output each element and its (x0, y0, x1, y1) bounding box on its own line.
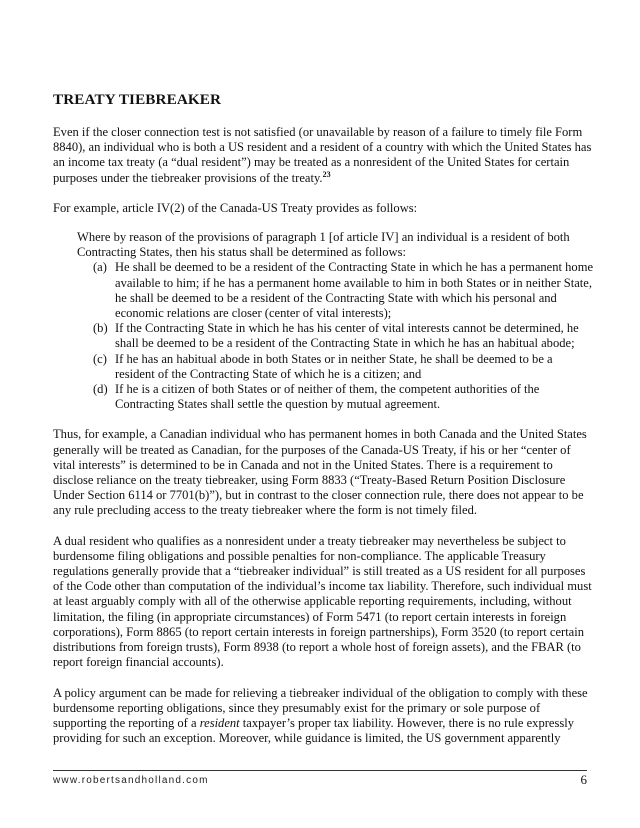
treaty-rule-text: If he has an habitual abode in both States or in neither State, he shall be deemed to be a resident of the Contracting State of which he is a citizen; and (115, 351, 553, 381)
paragraph-dual-resident: A dual resident who qualifies as a nonresident under a treaty tiebreaker may nevertheless be subject to burdensome filing obligations and possible penalties for non-compliance. The applicable Treasury regulations generally provide that a “tiebreaker individual” is still treated as a US resident for all purposes of the Code other than computation of the individual’s income tax liability. Therefore, such individual must at least arguably comply with all of the otherwise applicable reporting requirements, including, without limitation, the filing (in appropriate circumstances) of Form 5471 (to report certain interests in foreign corporations), Form 8865 (to report certain interests in foreign partnerships), Form 3520 (to report certain distributions from foreign trusts), Form 8938 (to report a whole host of foreign assets), and the FBAR (to report foreign financial accounts). (53, 533, 592, 670)
page-number: 6 (580, 772, 587, 787)
policy-emphasis: resident (199, 715, 240, 730)
treaty-rule-text: If the Contracting State in which he has his center of vital interests cannot be determined, he shall be deemed to be a resident of the Contracting State in which he has an habitual abode; (115, 321, 579, 351)
treaty-rule-text: He shall be deemed to be a resident of the Contracting State in which he has a permanent home available to him; if he has a permanent home available to him in both States or in neither State, he shall be deemed to be a resident of the Contracting State with which his personal and economic relations are closer (center of vital interests); (115, 260, 594, 321)
footer-website: www.robertsandholland.com (53, 775, 209, 786)
treaty-rule-marker: (a) (93, 260, 107, 275)
policy-text-before: A policy argument can be made for relieving a tiebreaker individual of the obligation to comply with these burdensome reporting obligations, since they presumably exist for the primary or sole purpose of supporting the reporting of a (53, 685, 588, 730)
treaty-rule-item (77, 260, 595, 321)
treaty-quote (77, 230, 595, 412)
treaty-rule-marker: (b) (93, 321, 108, 336)
paragraph-intro-text: Even if the closer connection test is not satisfied (or unavailable by reason of a failure to timely file Form 8840), an individual who is both a US resident and a resident of a country with which the United States has an income tax treaty (a “dual resident”) may be treated as a nonresident of the United States for certain purposes under the tiebreaker provisions of the treaty. (53, 125, 592, 185)
footnote-marker: 23 (322, 169, 331, 179)
treaty-rule-item (77, 321, 595, 351)
paragraph-policy-argument (53, 686, 595, 747)
policy-text-after: taxpayer’s proper tax liability. However, there is no rule expressly providing for such an exception. Moreover, while guidance is limited, the US government apparently (53, 715, 574, 746)
section-heading: TREATY TIEBREAKER (53, 91, 222, 108)
treaty-rule-marker: (c) (93, 351, 107, 366)
page-content (53, 91, 595, 761)
treaty-quote-lead: Where by reason of the provisions of paragraph 1 [of article IV] an individual is a resident of both Contracting States, then his status shall be determined as follows: (77, 230, 570, 260)
treaty-rule-marker: (d) (93, 382, 108, 397)
treaty-rule-item (77, 382, 595, 412)
treaty-rule-list (77, 260, 595, 412)
treaty-rule-text: If he is a citizen of both States or of neither of them, the competent authorities of the Contracting States shall settle the question by mutual agreement. (115, 382, 540, 412)
paragraph-canadian-example: Thus, for example, a Canadian individual who has permanent homes in both Canada and the United States generally will be treated as Canadian, for the purposes of the Canada-US Treaty, if his or her “center of vital interests” is determined to be in Canada and not in the United States. There is a requirement to disclose reliance on the treaty tiebreaker, using Form 8833 (“Treaty-Based Return Position Disclosure Under Section 6114 or 7701(b)”), but in contrast to the closer connection rule, there does not appear to be any rule precluding access to the treaty tiebreaker where the form is not timely filed. (53, 427, 587, 518)
paragraph-intro (53, 125, 595, 186)
treaty-rule-item (77, 352, 595, 382)
footer-divider (53, 770, 587, 771)
paragraph-example: For example, article IV(2) of the Canada-US Treaty provides as follows: (53, 200, 418, 215)
